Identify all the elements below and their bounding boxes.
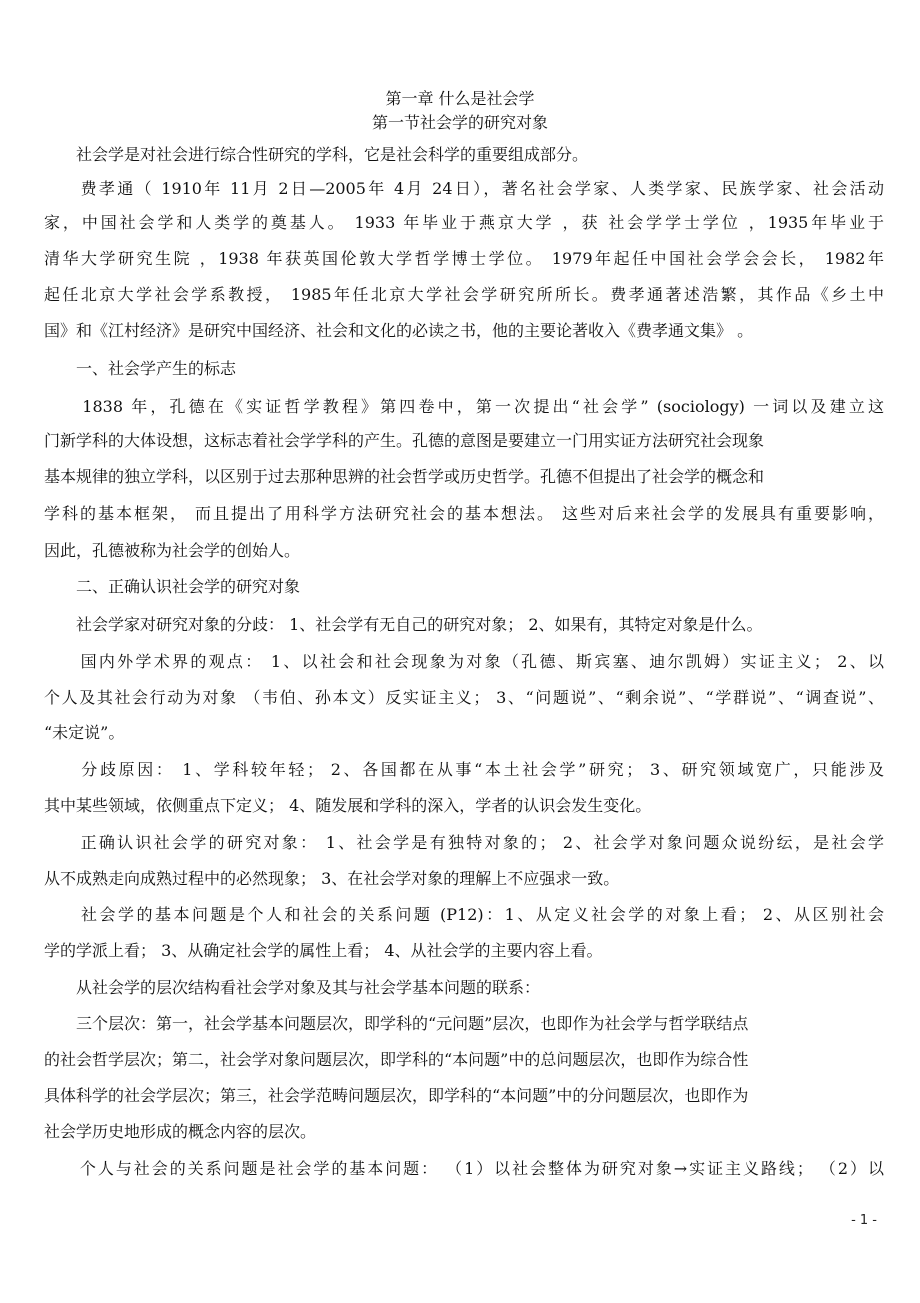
body-line: 1838 年，孔德在《实证哲学教程》第四卷中，第一次提出“社会学” (sociology) 一词以及建立这	[44, 397, 884, 416]
chapter-title: 第一章 什么是社会学	[385, 89, 535, 108]
body-line: 的社会哲学层次；第二，社会学对象问题层次，即学科的“本问题”中的总问题层次，也即作为综合性	[44, 1050, 749, 1069]
body-line: 费孝通（ 1910年 11月 2日—2005年 4月 24日），著名社会学家、人类学家、民族学家、社会活动	[44, 179, 884, 198]
heading-line: 二、正确认识社会学的研究对象	[44, 577, 301, 596]
body-line: 学的学派上看； 3、从确定社会学的属性上看； 4、从社会学的主要内容上看。	[44, 941, 603, 960]
body-line: 社会学历史地形成的概念内容的层次。	[44, 1122, 317, 1141]
body-line: 个人及其社会行动为对象 （韦伯、孙本文）反实证主义； 3、“问题说”、“剩余说”、“学群说”、“调查说”、	[44, 688, 884, 707]
body-line: 个人与社会的关系问题是社会学的基本问题： （1）以社会整体为研究对象→实证主义路线； （2）以	[44, 1159, 884, 1178]
body-line: 国》和《江村经济》是研究中国经济、社会和文化的必读之书，他的主要论著收入《费孝通文集》 。	[44, 321, 754, 340]
body-line: 起任北京大学社会学系教授， 1985年任北京大学社会学研究所所长。费孝通著述浩繁，其作品《乡土中	[44, 285, 884, 304]
body-line: “未定说”。	[44, 723, 125, 742]
body-line: 从社会学的层次结构看社会学对象及其与社会学基本问题的联系：	[44, 978, 541, 997]
body-line: 社会学家对研究对象的分歧： 1、社会学有无自己的研究对象； 2、如果有，其特定对象是什么。	[44, 615, 763, 634]
body-line: 正确认识社会学的研究对象： 1、社会学是有独特对象的； 2、社会学对象问题众说纷纭，是社会学	[44, 833, 884, 852]
body-line: 国内外学术界的观点： 1、以社会和社会现象为对象（孔德、斯宾塞、迪尔凯姆）实证主义； 2、以	[44, 652, 884, 671]
body-line: 社会学是对社会进行综合性研究的学科，它是社会科学的重要组成部分。	[44, 145, 589, 164]
body-line: 分歧原因： 1、学科较年轻； 2、各国都在从事“本土社会学”研究； 3、研究领域宽广，只能涉及	[44, 760, 884, 779]
body-line: 学科的基本框架， 而且提出了用科学方法研究社会的基本想法。 这些对后来社会学的发展具有重要影响，	[44, 504, 884, 523]
body-line: 社会学的基本问题是个人和社会的关系问题 (P12)：1、从定义社会学的对象上看； 2、从区别社会	[44, 905, 884, 924]
page-number: - 1 -	[851, 1213, 877, 1228]
body-line: 家，中国社会学和人类学的奠基人。 1933 年毕业于燕京大学 ，获 社会学学士学位 ，1935年毕业于	[44, 213, 884, 232]
body-line: 从不成熟走向成熟过程中的必然现象； 3、在社会学对象的理解上不应强求一致。	[44, 869, 620, 888]
heading-line: 一、社会学产生的标志	[44, 359, 237, 378]
body-line: 门新学科的大体设想，这标志着社会学学科的产生。孔德的意图是要建立一门用实证方法研究社会现象	[44, 431, 765, 450]
body-line: 其中某些领域，依侧重点下定义； 4、随发展和学科的深入，学者的认识会发生变化。	[44, 796, 652, 815]
body-line: 因此，孔德被称为社会学的创始人。	[44, 541, 301, 560]
body-line: 清华大学研究生院 ，1938 年获英国伦敦大学哲学博士学位。 1979年起任中国社会学会会长， 1982年	[44, 249, 884, 268]
body-line: 具体科学的社会学层次；第三，社会学范畴问题层次，即学科的“本问题”中的分问题层次，也即作为	[44, 1086, 749, 1105]
section-title: 第一节社会学的研究对象	[371, 113, 548, 132]
body-line: 基本规律的独立学科，以区别于过去那种思辨的社会哲学或历史哲学。孔德不但提出了社会学的概念和	[44, 467, 765, 486]
body-line: 三个层次：第一，社会学基本问题层次，即学科的“元问题”层次，也即作为社会学与哲学联结点	[44, 1014, 749, 1033]
